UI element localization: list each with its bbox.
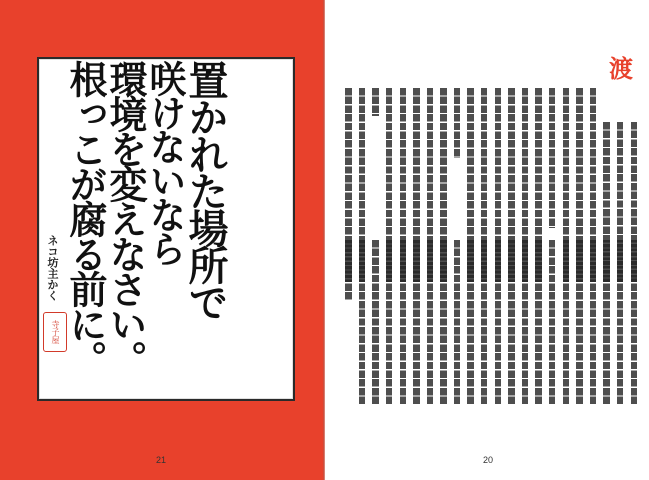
text-line <box>576 240 582 404</box>
red-seal-stamp <box>43 312 67 352</box>
text-line <box>467 240 473 404</box>
calligraphy-column: 環境を変えなさい。 <box>103 60 147 375</box>
text-line <box>590 240 596 404</box>
calligraphy-text <box>63 60 228 390</box>
calligraphy-column: 置かれた場所で <box>182 60 228 319</box>
calligraphy-column: 咲けないなら <box>143 60 186 264</box>
page-number-left: 21 <box>156 455 167 465</box>
text-line <box>603 240 609 404</box>
text-line <box>372 240 378 404</box>
text-line <box>386 240 392 404</box>
text-line <box>413 240 419 404</box>
text-line <box>508 240 514 404</box>
text-line <box>549 88 555 228</box>
page-number-right: 20 <box>483 455 494 465</box>
text-line <box>400 240 406 404</box>
text-line <box>535 240 541 404</box>
text-line <box>427 240 433 404</box>
text-line <box>481 240 487 404</box>
calligraphy-column: 根っこが腐る前に。 <box>63 60 107 375</box>
text-line <box>372 88 378 116</box>
seal-text: 寺子屋 <box>51 320 60 344</box>
body-text-lower <box>345 240 637 420</box>
text-line <box>522 240 528 404</box>
text-line <box>631 240 637 404</box>
text-line <box>495 240 501 404</box>
text-line <box>563 240 569 404</box>
text-line <box>345 240 351 300</box>
text-line <box>359 240 365 404</box>
text-line <box>440 240 446 404</box>
drop-cap-heading: 渡 <box>609 55 633 83</box>
text-line <box>454 88 460 158</box>
artist-signature: ネコ坊主かく <box>46 235 59 301</box>
text-line <box>454 240 460 404</box>
text-line <box>549 240 555 404</box>
text-line <box>617 240 623 404</box>
